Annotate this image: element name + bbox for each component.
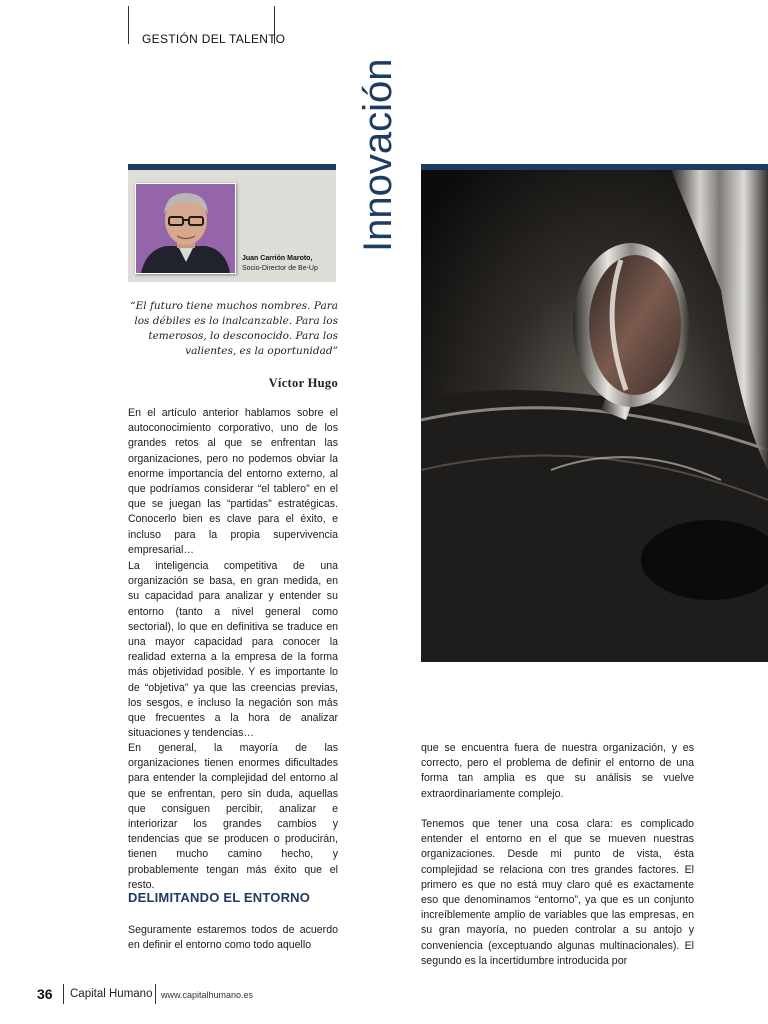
author-card-accent-bar	[128, 164, 336, 170]
footer-rule-2	[155, 984, 156, 1004]
author-card	[128, 164, 336, 282]
magazine-name: Capital Humano	[70, 988, 153, 1000]
magazine-url[interactable]: www.capitalhumano.es	[161, 990, 254, 1000]
page-number: 36	[37, 986, 53, 1002]
author-portrait-image	[136, 184, 235, 273]
body-paragraph-4: Seguramente estaremos todos de acuerdo en definir el entorno como todo aquello	[128, 924, 338, 952]
body-paragraph-5: que se encuentra fuera de nuestra organización, y es correcto, pero el problema de definir el entorno de una forma tan amplia es que su análisis se vuelve extraordinariamente complejo.	[421, 742, 694, 800]
author-role: Socio-Director de Be-Up	[242, 265, 318, 272]
section-heading: DELIMITANDO EL ENTORNO	[128, 890, 311, 905]
article-title: Innovación	[356, 58, 400, 252]
author-photo	[135, 183, 236, 274]
car-mirror-illustration	[421, 170, 768, 662]
author-name: Juan Carrión Maroto,	[242, 255, 313, 262]
hero-image-mirror	[421, 170, 768, 662]
section-label: GESTIÓN DEL TALENTO	[142, 32, 286, 46]
epigraph-quote: “El futuro tiene muchos nombres. Para los débiles es lo inalcanzable. Para los temerosos, lo desconocido. Para los valientes, es la oportunidad”	[130, 300, 338, 357]
header-rule-left	[128, 6, 129, 44]
body-paragraph-6: Tenemos que tener una cosa clara: es complicado entender el entorno en el que se mueven nuestras organizaciones. Desde mi punto de vista, ésta complejidad se relaciona con tres grandes factores. El primero es que no está muy claro qué es exactamente eso que denominamos “entorno”, ya que es un conjunto increíblemente amplio de variables que las empresas, en su gran mayoría, no pueden controlar a su antojo y conveniencia (exceptuando algunas multinacionales). El segundo es la incertidumbre introducida por	[421, 818, 694, 967]
body-paragraph-2: La inteligencia competitiva de una organización se basa, en gran medida, en su capacidad para analizar y entender su entorno (tanto a nivel general como sectorial), lo que en definitiva se traduce en una mayor capacidad para conocer la realidad externa a la empresa de la forma más objetividad posible. Y es importante lo de “objetiva” ya que las creencias previas, los sesgos, e incluso la negación son más que frecuentes a la hora de analizar situaciones y tendencias…	[128, 560, 338, 740]
body-paragraph-1: En el artículo anterior hablamos sobre el autoconocimiento corporativo, uno de los grandes retos al que se enfrentan las organizaciones, pero no podemos obviar la enorme importancia del entorno externo, al que podríamos considerar “el tablero” en el que se juegan las “partidas” estratégicas. Conocerlo bien es clave para el éxito, e incluso para la propia supervivencia empresarial…	[128, 407, 338, 556]
footer-rule-1	[63, 984, 64, 1004]
epigraph-author: Víctor Hugo	[268, 376, 338, 390]
body-paragraph-3: En general, la mayoría de las organizaciones tienen enormes dificultades para entender la complejidad del entorno al que se enfrentan, pero sin duda, aquellas que consiguen percibir, analizar e interiorizar los grandes cambios y tendencias que se producen o producirán, tienen mucho camino hecho, y probablemente tengan más éxito que el resto.	[128, 742, 338, 891]
